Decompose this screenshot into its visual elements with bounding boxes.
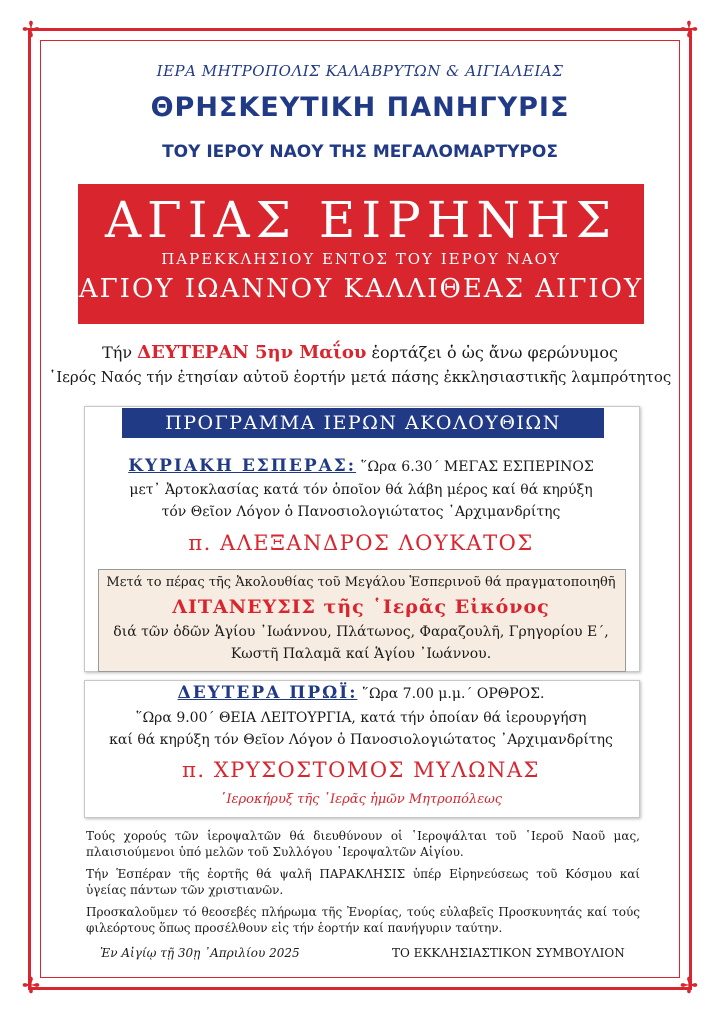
corner-ornament-icon: ✢	[679, 18, 699, 43]
page-subtitle: ΤΟΥ ΙΕΡΟΥ ΝΑΟΥ ΤΗΣ ΜΕΓΑΛΟΜΑΡΤΥΡΟΣ	[162, 142, 558, 162]
sunday-line3: τόν Θεῖον Λόγον ὁ Πανοσιολογιώτατος ᾽Αρχιμανδρίτης	[161, 504, 561, 520]
place-date: Ἐν Αἰγίῳ τῇ 30ῃ ᾽Απριλίου 2025	[100, 946, 300, 960]
feast-date-line	[0, 342, 720, 363]
litany-line1: Μετά το πέρας τῆς Ἀκολουθίας τοῦ Μεγάλου Ἑσπερινοῦ θά πραγματοποιηθῆ	[106, 575, 616, 590]
sunday-priest: π. ΑΛΕΞΑΝΔΡΟΣ ΛΟΥΚΑΤΟΣ	[188, 531, 534, 555]
footer-paragraph-1: Τούς χορούς τῶν ἱεροψαλτῶν θά διευθύνουν οἱ ῾Ιεροψάλται τοῦ ῾Ιεροῦ Ναοῦ μας, πλαισιούμενοι ὑπό μελῶν τοῦ Συλλόγου ῾Ιεροψαλτῶν Αἰγίου.	[86, 829, 640, 859]
litany-title: ΛΙΤΑΝΕΥΣΙΣ τῆς ῾Ιερᾶς Εἰκόνος	[172, 596, 550, 618]
feast-date: ΔΕΥΤΕΡΑΝ 5ην Μαΐου	[137, 342, 367, 363]
church-line: ΑΓΙΟΥ ΙΩΑΝΝΟΥ ΚΑΛΛΙΘΕΑΣ ΑΙΓΙΟΥ	[78, 274, 644, 304]
monday-header	[84, 683, 638, 703]
sunday-line2: μετ᾽ Ἀρτοκλασίας κατά τόν ὁποῖον θά λάβη μέρος καί θά κηρύξη	[129, 482, 593, 498]
litany-line3: Κωστῆ Παλαμᾶ καί Ἁγίου ᾽Ιωάννου.	[230, 646, 492, 662]
monday-priest: π. ΧΡΥΣΟΣΤΟΜΟΣ ΜΥΛΩΝΑΣ	[182, 758, 540, 782]
saint-name: ΑΓΙΑΣ ΕΙΡΗΝΗΣ	[104, 191, 618, 249]
monday-line3: καί θά κηρύξη τόν Θεῖον Λόγον ὁ Πανοσιολογιώτατος ᾽Αρχιμανδρίτης	[109, 732, 613, 748]
monday-priest-role: ῾Ιεροκήρυξ τῆς ῾Ιερᾶς ἡμῶν Μητροπόλεως	[219, 792, 503, 807]
sunday-time: ῞Ωρα 6.30΄ ΜΕΓΑΣ ΕΣΠΕΡΙΝΟΣ	[360, 459, 594, 475]
corner-ornament-icon: ✢	[21, 18, 41, 43]
monday-label: ΔΕΥΤΕΡΑ ΠΡΩΪ:	[177, 683, 358, 703]
footer-paragraph-2: Τήν Ἑσπέραν τῆς ἑορτῆς θά ψαλῆ ΠΑΡΑΚΛΗΣΙΣ ὑπέρ Εἰρηνεύσεως τοῦ Κόσμου καί ὑγείας πάντων τῶν χριστιανῶν.	[86, 867, 640, 897]
program-heading: ΠΡΟΓΡΑΜΜΑ ΙΕΡΩΝ ΑΚΟΛΟΥΘΙΩΝ	[122, 408, 604, 438]
intro-post: ἑορτάζει ὁ ὡς ἄνω φερώνυμος	[371, 343, 618, 362]
page-title: ΘΡΗΣΚΕΥΤΙΚΗ ΠΑΝΗΓΥΡΙΣ	[150, 92, 570, 123]
monday-line2: ῞Ωρα 9.00΄ ΘΕΙΑ ΛΕΙΤΟΥΡΓΙΑ, κατά τήν ὁποίαν θά ἱερουργήση	[135, 710, 587, 726]
intro-line2: ῾Ιερός Ναός τήν ἐτησίαν αὐτοῦ ἑορτήν μετά πάσης ἐκκλησιαστικῆς λαμπρότητος	[48, 368, 672, 386]
signature: ΤΟ ΕΚΚΛΗΣΙΑΣΤΙΚΟΝ ΣΥΜΒΟΥΛΙΟΝ	[392, 946, 625, 960]
intro-pre: Τήν	[102, 343, 133, 362]
sunday-label: ΚΥΡΙΑΚΗ ΕΣΠΕΡΑΣ:	[128, 456, 357, 476]
chapel-line: ΠΑΡΕΚΚΛΗΣΙΟΥ ΕΝΤΟΣ ΤΟΥ ΙΕΡΟΥ ΝΑΟΥ	[161, 250, 561, 268]
saint-banner	[78, 184, 644, 324]
litany-line2: διά τῶν ὁδῶν Ἁγίου ᾽Ιωάννου, Πλάτωνος, Φαραζουλῆ, Γρηγορίου Ε΄,	[113, 624, 609, 640]
corner-ornament-icon: ✢	[679, 974, 699, 999]
monday-time: ῞Ωρα 7.00 μ.μ.΄ ΟΡΘΡΟΣ.	[361, 686, 545, 702]
corner-ornament-icon: ✢	[21, 974, 41, 999]
footer-paragraph-3: Προσκαλοῦμεν τό θεοσεβές πλήρωμα τῆς Ἐνορίας, τούς εὐλαβεῖς Προσκυνητάς καί τούς φιλεόρτους ὅπως προσέλθουν εἰς τήν ἑορτήν καί πανήγυριν ταύτην.	[86, 905, 640, 935]
metropolis-heading: ΙΕΡΑ ΜΗΤΡΟΠΟΛΙΣ ΚΑΛΑΒΡΥΤΩΝ & ΑΙΓΙΑΛΕΙΑΣ	[156, 62, 564, 80]
sunday-header	[84, 456, 638, 476]
